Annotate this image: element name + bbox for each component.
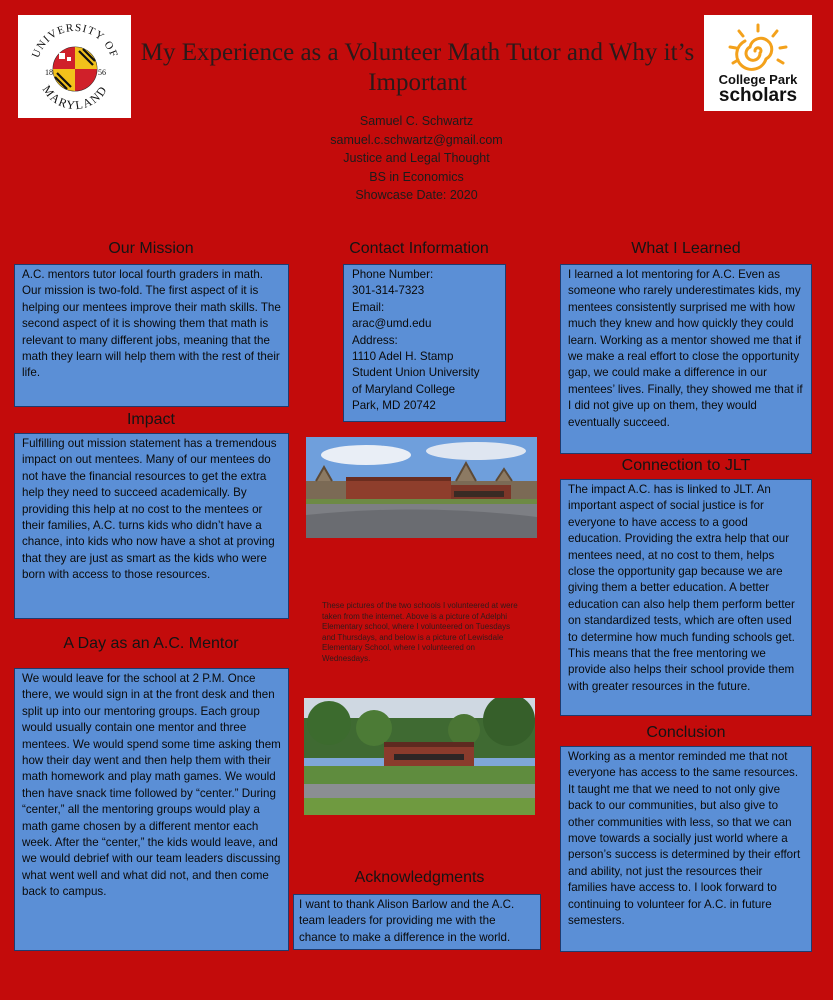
day-text-box: We would leave for the school at 2 P.M. Once there, we would sign in at the front desk and then split up into our mentoring groups. Each group would usually contain one mentor and three mentees. We would spend some time asking them how their day went and then help them with their math homework and play math games. We would then have snack time followed by “center.” During “center,” all the mentoring groups would play a math game chosen by a different mentor each week. After the “center,” the kids would leave, and we would debrief with our team leaders discussing what went well and what did not, and then come back to campus. <box>14 668 289 951</box>
umd-year-left: 18 <box>44 67 53 77</box>
contact-address-line2: Student Union University <box>352 366 480 380</box>
day-heading: A Day as an A.C. Mentor <box>63 635 239 652</box>
contact-phone-label: Phone Number: <box>352 268 434 281</box>
learned-text-box: I learned a lot mentoring for A.C. Even as someone who rarely underestimates kids, my mentees consistently surprised me with how much they knew and how quickly they could learn. Working as a mentor showed me that if we make a real effort to close the opportunity gap, we could make a difference in our mentees’ lives. Finally, they showed me that if I did not give up on them, they would eventually succeed. <box>560 264 812 454</box>
contact-address-line3: of Maryland College <box>352 382 456 396</box>
author-program: Justice and Legal Thought <box>343 151 490 165</box>
umd-seal-icon <box>23 17 127 117</box>
acknowledgments-text-box: I want to thank Alison Barlow and the A.C. team leaders for providing me with the chance to make a difference in the world. <box>293 894 541 950</box>
adelphi-school-photo <box>306 437 537 538</box>
poster-title: My Experience as a Volunteer Math Tutor and Why it’s Important <box>140 39 695 96</box>
author-email: samuel.c.schwartz@gmail.com <box>330 132 503 147</box>
contact-address-label: Address: <box>352 333 398 347</box>
photo-caption: These pictures of the two schools I volunteered at were taken from the internet. Above is a picture of Adelphi Elementary school, where I volunteered on Tuesdays and Thursdays, and below is a picture of Lewisdale Elementary School, where I volunteered on Wednesdays. <box>322 601 518 663</box>
cps-line1: College Park <box>718 71 798 87</box>
umd-year-right: 56 <box>97 67 106 77</box>
jlt-heading: Connection to JLT <box>621 457 751 474</box>
conclusion-text-box: Working as a mentor reminded me that not everyone has access to the same resources. It taught me that we need to not only give back to our communities, but also give to other communities with less, so that we can move towards a socially just world where a person’s success is determined by their effort and ability, not just the resources their families have access to. I look forward to continuing to volunteer for A.C. in future semesters. <box>560 746 812 952</box>
contact-text-box <box>343 264 506 422</box>
learned-heading: What I Learned <box>631 240 741 257</box>
jlt-text-box: The impact A.C. has is linked to JLT. An important aspect of social justice is for everyone to have access to a good education. Providing the extra help that our mentees need, at no cost to them, helps close the opportunity gap because we are giving them a better education. A better education can also help them perform better on standardized tests, which are often used to determine how much funding schools get. This means that the free mentoring we provide also helps their school provide them with greater resources in the future. <box>560 479 812 716</box>
acknowledgments-heading: Acknowledgments <box>354 869 485 886</box>
university-of-maryland-logo <box>18 15 131 118</box>
impact-heading: Impact <box>126 411 175 428</box>
contact-email: arac@umd.edu <box>352 317 432 331</box>
mission-text-box: A.C. mentors tutor local fourth graders in math. Our mission is two-fold. The first aspect of it is helping our mentees improve their math skills. The second aspect of it is showing them that math is relevant to many different jobs, meaning that the math they learn will help them with the rest of their life. <box>14 264 289 407</box>
showcase-date: Showcase Date: 2020 <box>355 188 478 202</box>
contact-heading: Contact Information <box>349 240 489 257</box>
sun-spiral-icon <box>723 21 793 73</box>
cps-line2: scholars <box>718 84 798 106</box>
contact-email-label: Email: <box>352 300 385 314</box>
umd-top-text: UNIVERSITY OF <box>29 21 120 60</box>
contact-address-line1: 1110 Adel H. Stamp <box>352 350 454 364</box>
mission-heading: Our Mission <box>108 240 194 257</box>
author-degree: BS in Economics <box>369 169 464 184</box>
contact-address-line4: Park, MD 20742 <box>352 399 436 413</box>
umd-bottom-text: MARYLAND <box>39 82 110 112</box>
contact-phone: 301-314-7323 <box>352 284 425 298</box>
author-block <box>260 112 573 205</box>
impact-text-box: Fulfilling out mission statement has a tremendous impact on out mentees. Many of our mentees do not have the financial resources to get the extra help they need to succeed academically. By providing this help at no cost to the mentees or their families, A.C. turns kids who didn’t have a chance, into kids who now have a shot at proving that they are just as smart as the kids who were born with access to those resources. <box>14 433 289 619</box>
author-name: Samuel C. Schwartz <box>359 114 474 128</box>
college-park-scholars-logo <box>704 15 812 111</box>
lewisdale-school-photo <box>304 698 535 815</box>
conclusion-heading: Conclusion <box>646 724 726 741</box>
